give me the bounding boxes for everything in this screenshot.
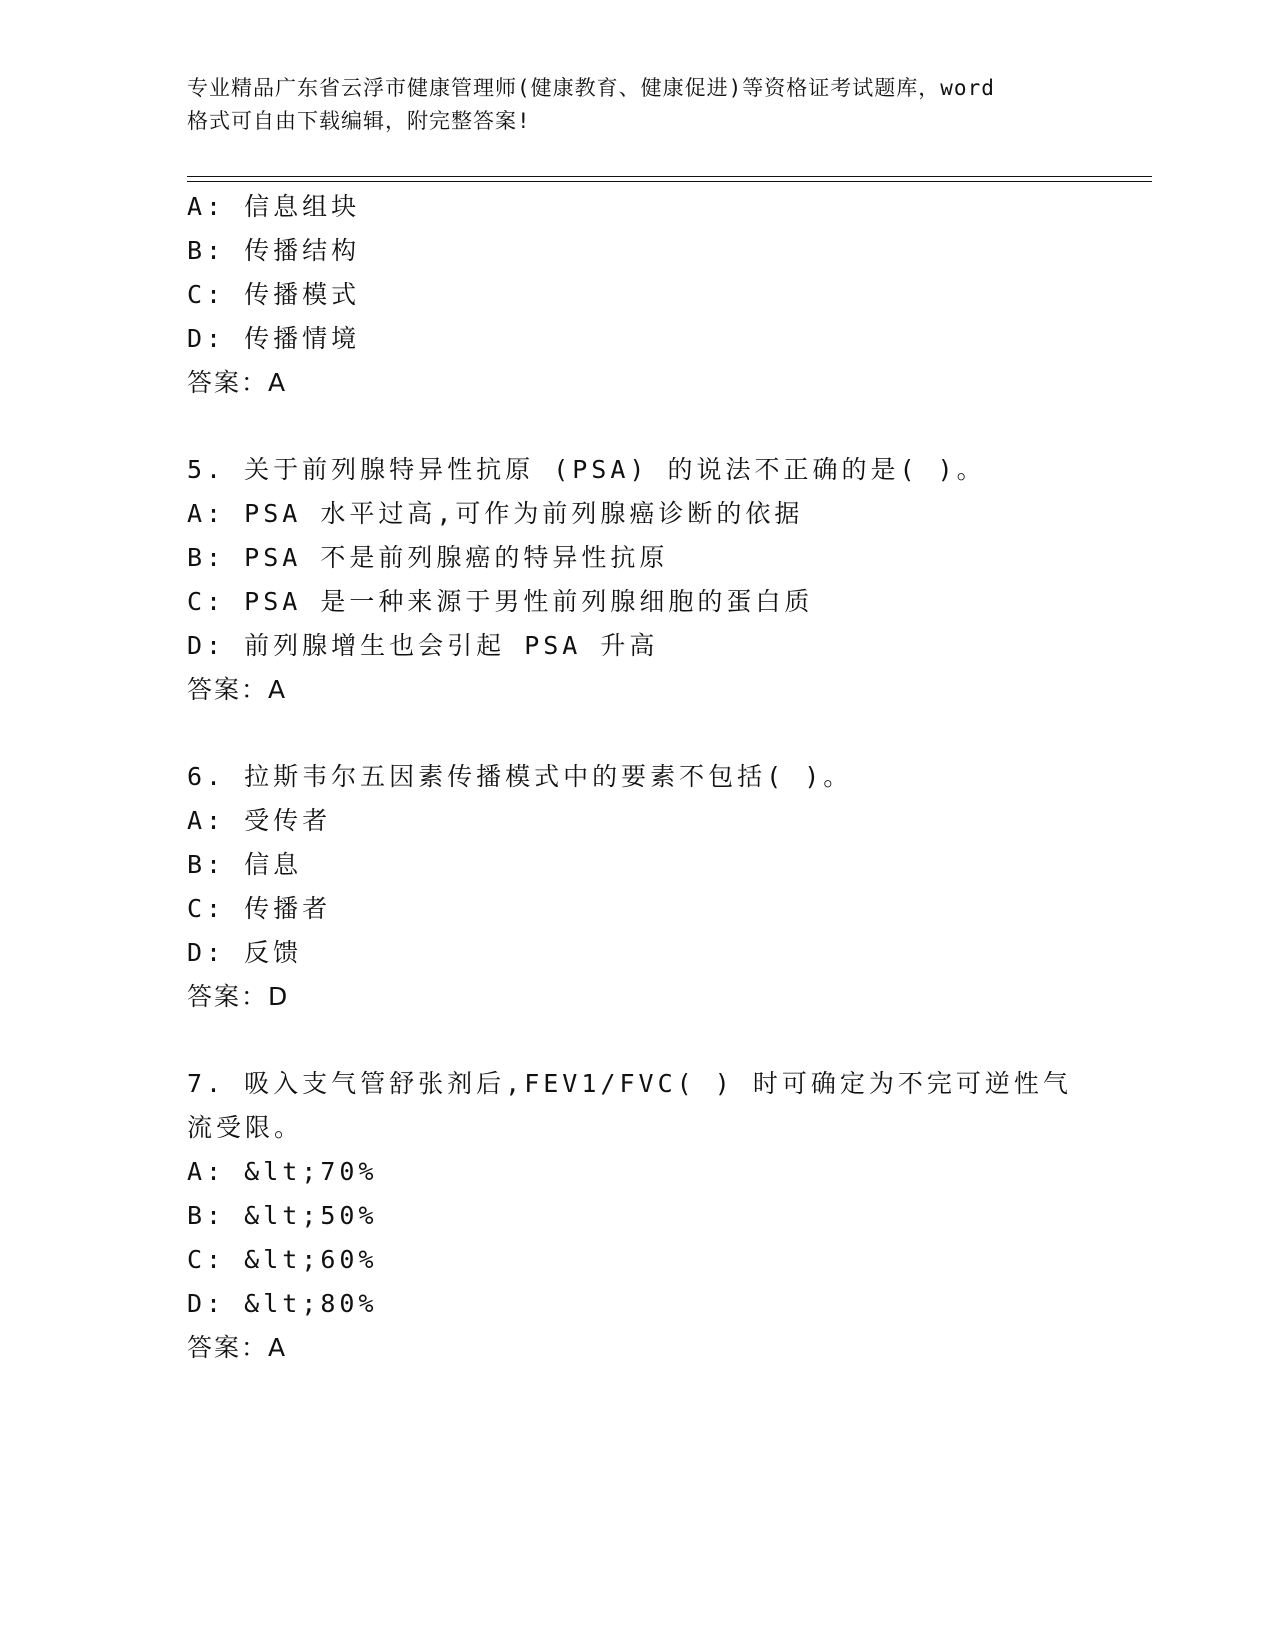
q6-option-b: B: 信息 bbox=[187, 850, 303, 879]
q6-answer: 答案：D bbox=[187, 982, 290, 1011]
q6-option-a: A: 受传者 bbox=[187, 806, 332, 835]
q5-option-d: D: 前列腺增生也会引起 PSA 升高 bbox=[187, 631, 659, 660]
q7-answer: 答案：A bbox=[187, 1333, 288, 1362]
q4-option-a: A: 信息组块 bbox=[187, 192, 361, 221]
header-divider-bottom bbox=[187, 181, 1152, 182]
q5-answer: 答案：A bbox=[187, 675, 288, 704]
q5-option-b: B: PSA 不是前列腺癌的特异性抗原 bbox=[187, 543, 669, 572]
q5-stem: 5. 关于前列腺特异性抗原 (PSA) 的说法不正确的是( )。 bbox=[187, 455, 986, 484]
header-line-2: 格式可自由下载编辑，附完整答案! bbox=[187, 109, 531, 133]
q5-option-c: C: PSA 是一种来源于男性前列腺细胞的蛋白质 bbox=[187, 587, 814, 616]
q7-option-c: C: &lt;60% bbox=[187, 1245, 378, 1274]
q7-option-b: B: &lt;50% bbox=[187, 1201, 378, 1230]
q6-option-d: D: 反馈 bbox=[187, 938, 303, 967]
document-header bbox=[187, 72, 1087, 138]
q7-option-d: D: &lt;80% bbox=[187, 1289, 378, 1318]
q7-stem-line-2: 流受限。 bbox=[187, 1113, 304, 1142]
q7-stem-line-1: 7. 吸入支气管舒张剂后,FEV1/FVC( ) 时可确定为不完可逆性气 bbox=[187, 1069, 1072, 1098]
header-divider-top bbox=[187, 176, 1152, 177]
q4-answer: 答案：A bbox=[187, 368, 288, 397]
q5-option-a: A: PSA 水平过高,可作为前列腺癌诊断的依据 bbox=[187, 499, 804, 528]
q6-stem: 6. 拉斯韦尔五因素传播模式中的要素不包括( )。 bbox=[187, 762, 853, 791]
q4-option-c: C: 传播模式 bbox=[187, 280, 361, 309]
q4-option-b: B: 传播结构 bbox=[187, 236, 361, 265]
q4-option-d: D: 传播情境 bbox=[187, 324, 361, 353]
q6-option-c: C: 传播者 bbox=[187, 894, 332, 923]
header-line-1: 专业精品广东省云浮市健康管理师(健康教育、健康促进)等资格证考试题库，word bbox=[187, 76, 995, 100]
q7-option-a: A: &lt;70% bbox=[187, 1157, 378, 1186]
